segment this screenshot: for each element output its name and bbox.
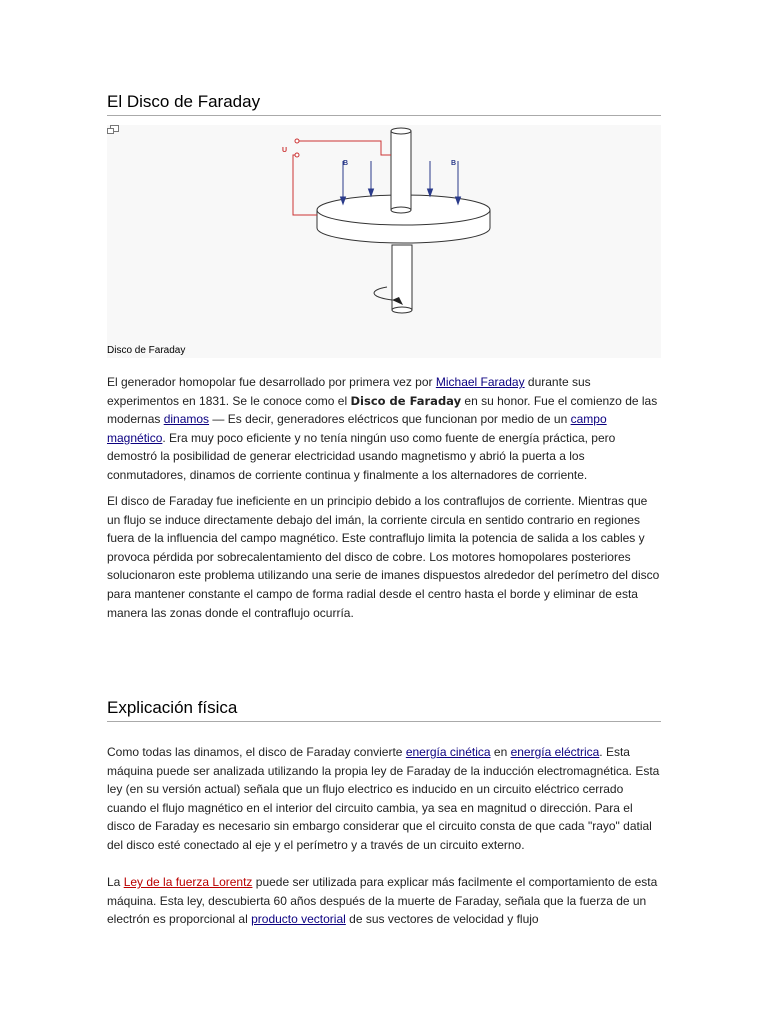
text-run: puede ser utilizada para explicar más facilmente el comportamiento de esta máquina. Esta ley, descubierta 60 años después de la muerte de Faraday, señala que la fuerza de un electrón es proporcional al	[107, 875, 658, 927]
section-heading-disco-de-faraday: El Disco de Faraday	[107, 92, 661, 116]
wire-top	[297, 141, 391, 155]
field-label-left: B	[343, 160, 349, 167]
link-campo-magnetico[interactable]: campo magnético	[107, 412, 607, 445]
terminal-bottom	[295, 153, 299, 157]
upper-shaft	[391, 131, 411, 210]
text-run: Como todas las dinamos, el disco de Faraday convierte	[107, 745, 406, 759]
rotation-arc	[374, 287, 392, 300]
terminal-top	[295, 139, 299, 143]
section-heading-explicacion-fisica: Explicación física	[107, 698, 661, 722]
text-run: durante sus experimentos en 1831. Se le conoce como el	[107, 375, 591, 408]
text-run: en su honor. Fue el comienzo de las modernas	[107, 393, 658, 427]
link-producto-vectorial[interactable]: producto vectorial	[251, 912, 346, 927]
bold-disco-de-faraday: Disco de Faraday	[350, 393, 462, 408]
text-run: de sus vectores de velocidad y flujo	[345, 912, 539, 927]
figure-caption: Disco de Faraday	[107, 345, 186, 356]
link-ley-fuerza-lorentz[interactable]: Ley de la fuerza Lorentz	[123, 875, 253, 889]
link-dinamos[interactable]: dinamos	[163, 412, 210, 427]
paragraph-4	[107, 873, 661, 929]
enlarge-icon[interactable]	[107, 125, 119, 135]
text-run: . Era muy poco eficiente y no tenía ningún uso como fuente de energía práctica, pero demostró la posibilidad de generar electricidad usando magnetismo y abrió la puerta a los conmutadores, dinamos de corriente continua y finalmente a los alternadores de corriente.	[107, 430, 616, 482]
text-run: — Es decir, generadores eléctricos que funcionan por medio de un	[209, 412, 571, 427]
link-michael-faraday[interactable]: Michael Faraday	[435, 375, 525, 389]
text-run: . Esta máquina puede ser analizada utilizando la propia ley de Faraday de la inducción electromagnética. Esta ley (en su versión actual) señala que un flujo electrico es inducido en un circuito eléctrico cerrado cuando el flujo magnético en el interior del circuito cambia, ya sea en magnitud o dirección. Para el disco de Faraday es necesario sin embargo considerar que el circuito consta de que cada "rayo" datial del disco esté conectado al eje y el perímetro y a través de un circuito externo.	[107, 745, 660, 852]
link-energia-cinetica[interactable]: energía cinética	[405, 745, 491, 759]
faraday-disc-diagram	[107, 125, 661, 358]
paragraph-3	[107, 743, 661, 855]
lower-shaft-end	[392, 307, 412, 313]
text-run: El generador homopolar fue desarrollado por primera vez por	[107, 375, 436, 389]
paragraph-2: El disco de Faraday fue ineficiente en un principio debido a los contraflujos de corriente. Mientras que un flujo se induce directamente debajo del imán, la corriente circula en sentido contrario en regiones fuera de la influencia del campo magnético. Este contraflujo limita la potencia de salida a los cables y provoca pérdida por sobrecalentamiento del disco de cobre. Los motores homopolares posteriores solucionaron este problema utilizando una serie de imanes dispuestos alrededor del perímetro del disco para mantener constante el campo de forma radial desde el centro hasta el borde y eliminar de esta manera las zonas donde el contraflujo ocurría.	[107, 494, 660, 620]
voltage-label: U	[282, 147, 288, 154]
paragraph-1	[107, 373, 661, 485]
wire-bottom	[293, 155, 317, 215]
field-label-right: B	[451, 160, 457, 167]
link-energia-electrica[interactable]: energía eléctrica	[510, 745, 600, 759]
upper-shaft-top	[391, 128, 411, 134]
text-run: en	[490, 745, 511, 759]
faraday-disc-figure[interactable]	[107, 125, 661, 358]
text-run: La	[107, 875, 124, 889]
